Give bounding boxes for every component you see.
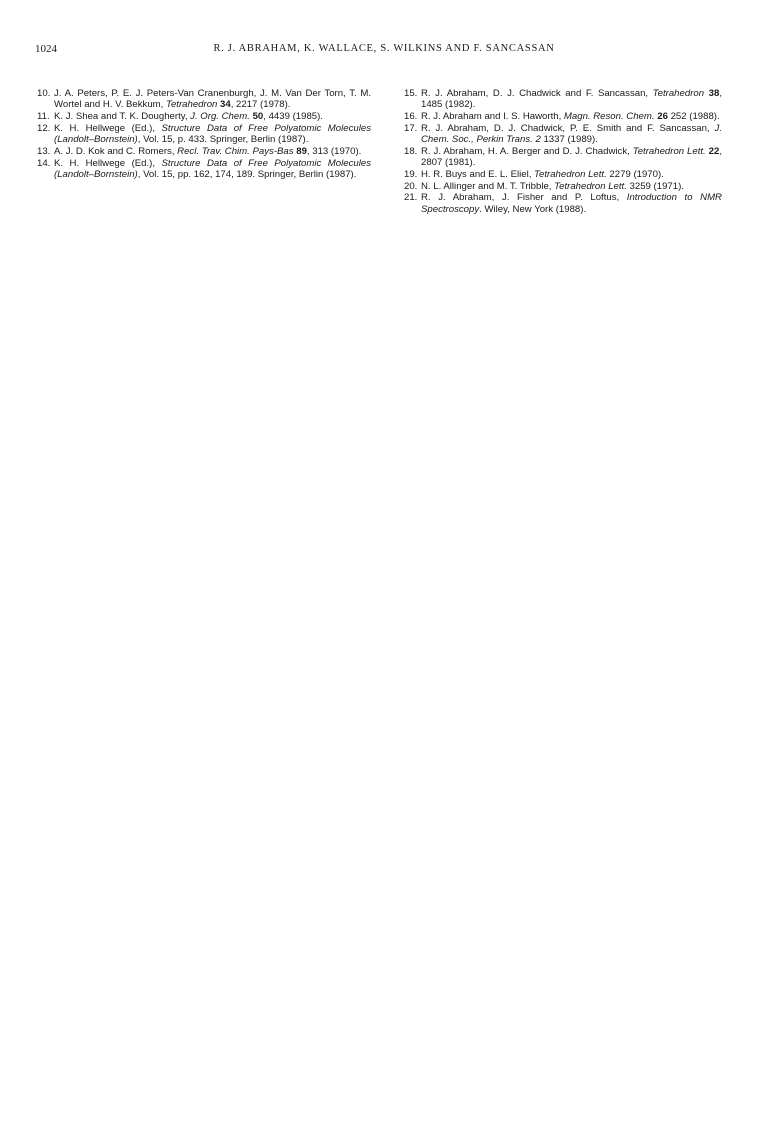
reference-number: 14. [37,157,51,169]
reference-text: R. J. Abraham, D. J. Chadwick, P. E. Smith and F. Sancassan, [421,122,715,134]
reference-text: K. H. Hellwege (Ed.), [54,122,162,134]
reference-number: 19. [404,169,418,181]
reference-text: K. J. Shea and T. K. Dougherty, [54,111,191,123]
reference-title: Tetrahedron Lett. [554,180,627,192]
reference-title: Structure Data of Free Polyatomic Molecules (Landolt–Bornstein) [54,122,371,146]
page-number: 1024 [35,43,57,55]
reference-number: 15. [404,88,418,99]
reference-item [37,158,371,181]
reference-volume: 38 [708,88,720,99]
reference-text: , 1485 (1982). [421,88,722,111]
reference-title: Tetrahedron Lett. [534,169,607,181]
reference-number: 13. [37,145,51,157]
reference-item [404,192,722,215]
reference-number: 11. [37,111,50,123]
references-column-right [404,88,722,216]
reference-text: 2279 (1970). [606,169,664,181]
reference-text: R. J. Abraham, H. A. Berger and D. J. Chadwick, [421,145,633,157]
reference-item [404,111,722,122]
reference-number: 10. [37,88,51,99]
reference-text: , Vol. 15, p. 433. Springer, Berlin (1987). [137,134,309,146]
reference-title: Structure Data of Free Polyatomic Molecules (Landolt–Bornstein) [54,157,371,181]
reference-item [37,88,371,111]
reference-text: 3259 (1971). [626,180,684,192]
reference-item [404,169,722,180]
reference-title: Introduction to NMR Spectroscopy [421,192,722,215]
running-head: R. J. ABRAHAM, K. WALLACE, S. WILKINS AND F. SANCASSAN [213,43,555,54]
reference-text: , Vol. 15, pp. 162, 174, 189. Springer, Berlin (1987). [137,169,357,181]
reference-text: K. H. Hellwege (Ed.), [54,157,162,169]
reference-item [37,111,371,122]
reference-text: , 313 (1970). [306,145,362,157]
reference-title: Recl. Trav. Chim. Pays-Bas [177,145,294,157]
reference-text: A. J. D. Kok and C. Romers, [54,145,178,157]
reference-text: J. A. Peters, P. E. J. Peters-Van Cranenburgh, J. M. Van Der Torn, T. M. Wortel and H. V. Bekkum, [54,88,371,111]
reference-item [37,146,371,157]
reference-text: . Wiley, New York (1988). [479,203,587,215]
reference-text: 1337 (1989). [540,134,598,146]
reference-title: Tetrahedron [165,99,218,111]
reference-text: , 2217 (1978). [230,99,291,111]
reference-text: , 4439 (1985). [263,111,323,123]
reference-text: N. L. Allinger and M. T. Tribble, [421,180,555,192]
reference-text: 252 (1988). [667,111,720,123]
references-column-left [37,88,371,181]
reference-item [404,146,722,169]
reference-text: H. R. Buys and E. L. Eliel, [421,169,535,181]
reference-title: J. Org. Chem. [190,111,250,123]
reference-volume: 34 [220,99,231,111]
reference-text: R. J. Abraham, J. Fisher and P. Loftus, [421,192,627,204]
reference-title: Magn. Reson. Chem. [563,111,655,123]
reference-volume: 26 [657,111,668,123]
reference-item [404,123,722,146]
reference-number: 16. [404,111,418,123]
reference-number: 18. [404,145,418,157]
reference-number: 17. [404,122,418,134]
reference-title: Tetrahedron [652,88,705,99]
reference-title: J. Chem. Soc., Perkin Trans. 2 [421,122,722,146]
reference-item [37,123,371,146]
reference-volume: 22 [708,145,720,157]
reference-number: 12. [37,122,51,134]
reference-item [404,88,722,111]
reference-number: 20. [404,180,418,192]
reference-text: , 2807 (1981). [421,145,723,169]
reference-volume: 50 [252,111,264,123]
reference-item [404,181,722,192]
reference-number: 21. [404,192,418,204]
reference-title: Tetrahedron Lett. [632,145,706,157]
reference-text: R. J. Abraham, D. J. Chadwick and F. Sancassan, [421,88,653,99]
reference-volume: 89 [296,145,307,157]
reference-text: R. J. Abraham and I. S. Haworth, [421,111,564,123]
